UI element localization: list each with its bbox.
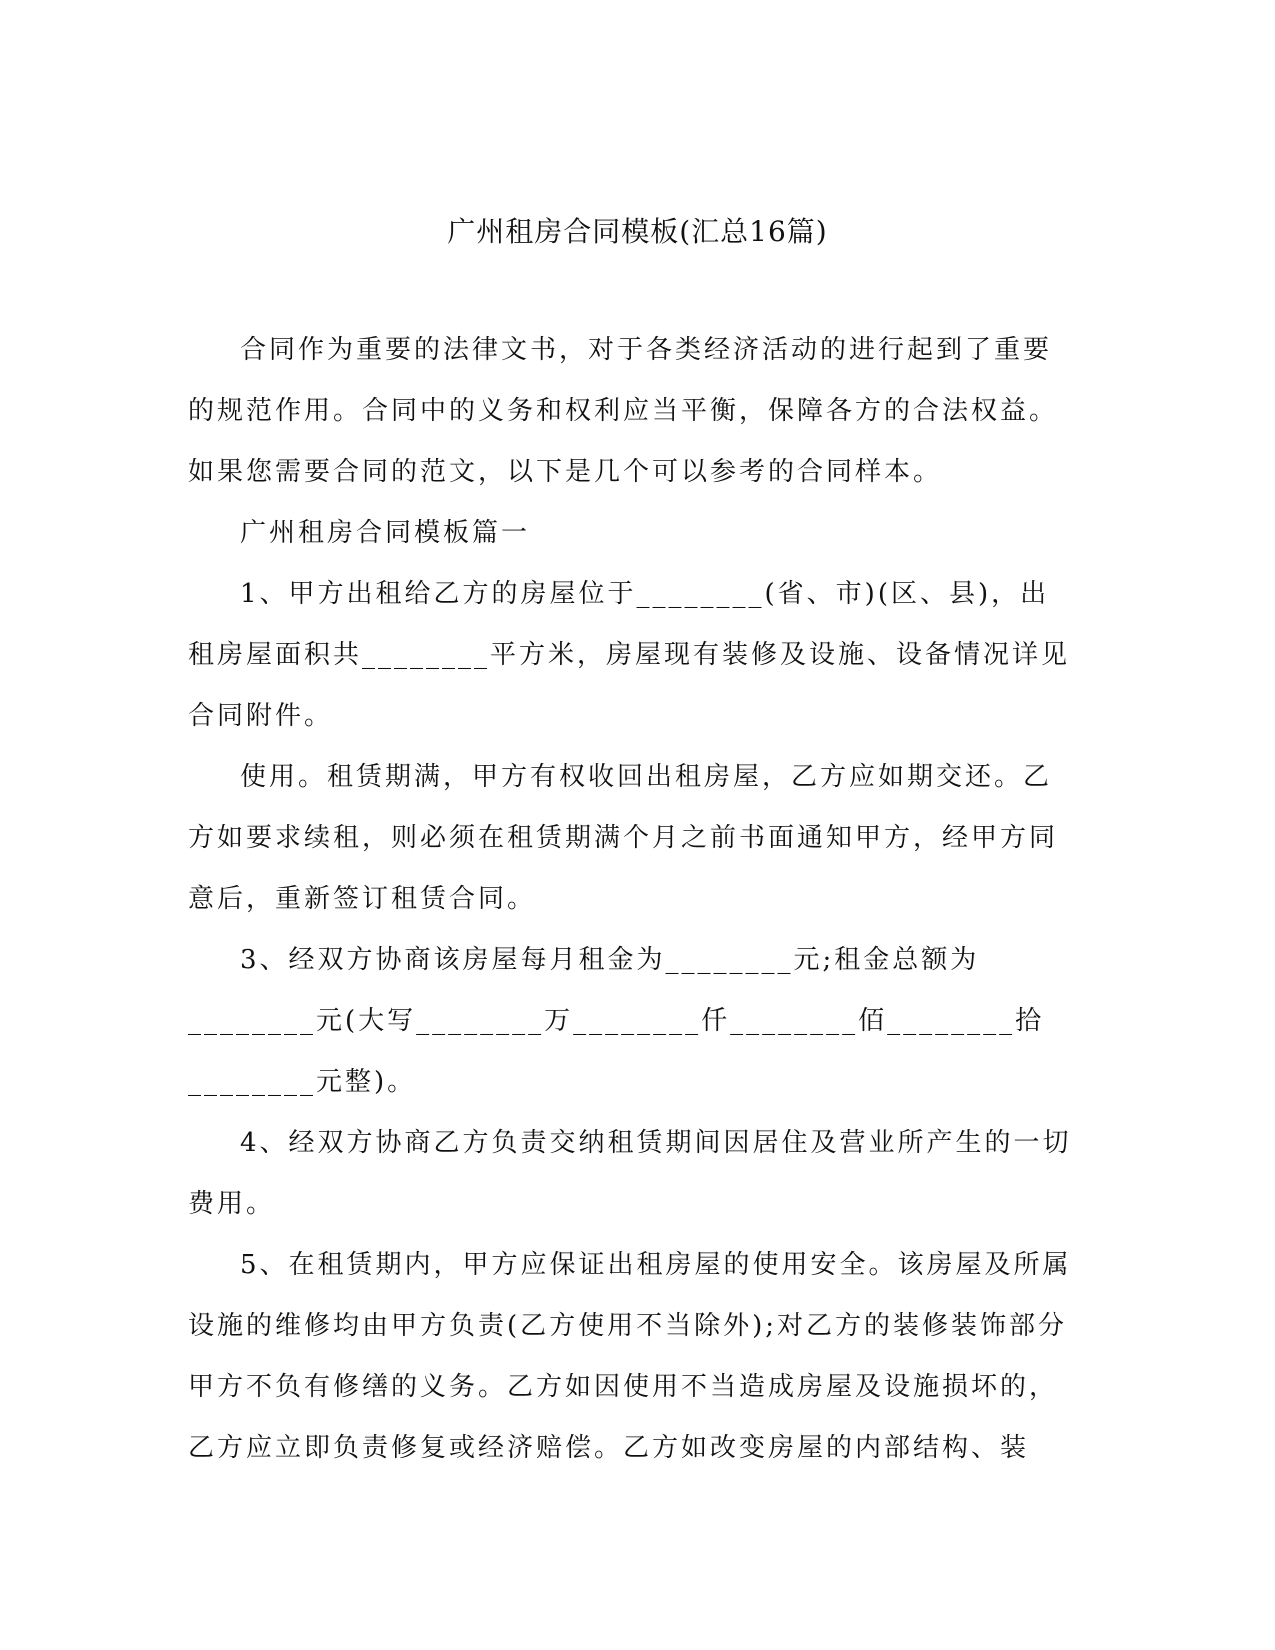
paragraph-clause-1: 1、甲方出租给乙方的房屋位于________(省、市)(区、县)，出租房屋面积共________平方米，房屋现有装修及设施、设备情况详见合同附件。 [188, 579, 1071, 731]
paragraph-clause-3: 3、经双方协商该房屋每月租金为________元;租金总额为________元(大写________万________仟________佰________拾________元整)。 [188, 945, 1045, 1097]
document-title: 广州租房合同模板(汇总16篇) [447, 215, 828, 248]
document-body [188, 320, 1078, 1479]
paragraph-clause-4: 4、经双方协商乙方负责交纳租赁期间因居住及营业所产生的一切费用。 [188, 1128, 1072, 1219]
paragraph-clause-5: 5、在租赁期内，甲方应保证出租房屋的使用安全。该房屋及所属设施的维修均由甲方负责(乙方使用不当除外);对乙方的装修装饰部分甲方不负有修缮的义务。乙方如因使用不当造成房屋及设施损坏的，乙方应立即负责修复或经济赔偿。乙方如改变房屋的内部结构、装 [188, 1250, 1072, 1463]
paragraph-intro: 合同作为重要的法律文书，对于各类经济活动的进行起到了重要的规范作用。合同中的义务和权利应当平衡，保障各方的合法权益。如果您需要合同的范文，以下是几个可以参考的合同样本。 [188, 335, 1059, 487]
paragraph-clause-2: 使用。租赁期满，甲方有权收回出租房屋，乙方应如期交还。乙方如要求续租，则必须在租赁期满个月之前书面通知甲方，经甲方同意后，重新签订租赁合同。 [188, 762, 1059, 914]
section-heading: 广州租房合同模板篇一 [240, 518, 531, 548]
